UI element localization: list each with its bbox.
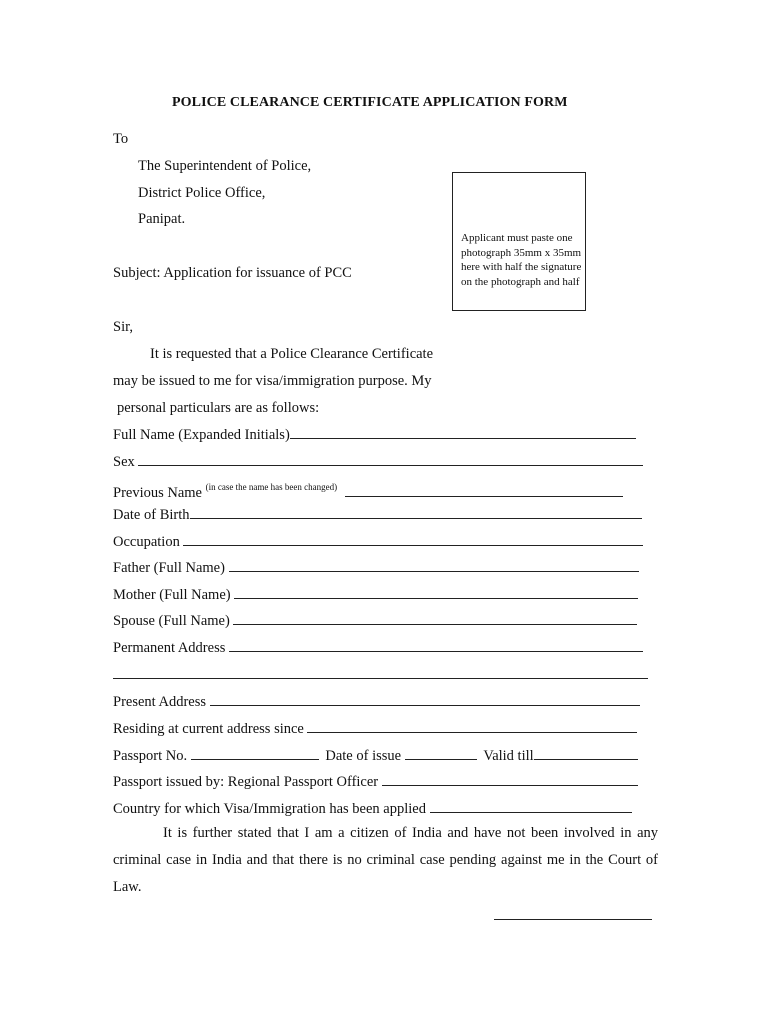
field-label: Occupation <box>113 534 180 550</box>
father-blank[interactable] <box>229 558 639 572</box>
field-previous-name <box>113 478 623 502</box>
field-present-address <box>113 692 640 711</box>
photo-instruction: Applicant must paste one photograph 35mm x 35mm here with half the signature on the photograph and half <box>461 232 582 288</box>
spouse-blank[interactable] <box>233 611 637 625</box>
field-label: Father (Full Name) <box>113 560 225 576</box>
passport-issued-by-blank[interactable] <box>382 772 638 786</box>
field-residing-since <box>113 719 637 738</box>
address-line-3: Panipat. <box>138 211 186 227</box>
country-blank[interactable] <box>430 799 632 813</box>
field-father <box>113 558 639 577</box>
full-name-blank[interactable] <box>290 425 636 439</box>
subject-line: Subject: Application for issuance of PCC <box>113 265 352 281</box>
permanent-address-blank[interactable] <box>229 638 643 652</box>
permanent-address-line-2 <box>113 665 648 684</box>
signature-line[interactable] <box>494 918 652 920</box>
field-label: Permanent Address <box>113 640 226 656</box>
field-occupation <box>113 532 643 551</box>
field-label: Spouse (Full Name) <box>113 613 230 629</box>
field-mother <box>113 585 638 604</box>
valid-till-blank[interactable] <box>534 746 638 760</box>
permanent-address-blank-2[interactable] <box>113 665 648 679</box>
field-permanent-address <box>113 638 643 657</box>
intro-line-2: may be issued to me for visa/immigration purpose. My <box>113 373 432 389</box>
field-dob <box>113 505 642 524</box>
dob-blank[interactable] <box>190 505 642 519</box>
field-label: Present Address <box>113 694 207 710</box>
intro-line-3: personal particulars are as follows: <box>117 400 320 416</box>
field-label: Mother (Full Name) <box>113 587 231 603</box>
field-label: Full Name (Expanded Initials) <box>113 427 290 443</box>
field-label: Valid till <box>483 748 534 764</box>
field-label: Date of Birth <box>113 507 190 523</box>
passport-no-blank[interactable] <box>191 746 319 760</box>
date-of-issue-blank[interactable] <box>405 746 477 760</box>
field-country <box>113 799 632 818</box>
field-spouse <box>113 611 637 630</box>
field-label: Passport No. <box>113 748 188 764</box>
field-label: Previous Name <box>113 485 202 501</box>
address-line-2: District Police Office, <box>138 185 266 201</box>
mother-blank[interactable] <box>234 585 638 599</box>
previous-name-blank[interactable] <box>345 483 623 497</box>
address-line-1: The Superintendent of Police, <box>138 158 312 174</box>
field-label: Date of issue <box>325 748 402 764</box>
salutation: Sir, <box>113 319 133 335</box>
form-title: POLICE CLEARANCE CERTIFICATE APPLICATION FORM <box>172 95 568 110</box>
field-full-name <box>113 425 636 444</box>
residing-since-blank[interactable] <box>307 719 637 733</box>
field-label: Sex <box>113 454 135 470</box>
address-to: To <box>113 131 129 147</box>
previous-name-note: (in case the name has been changed) <box>205 482 338 492</box>
field-sex <box>113 452 643 471</box>
field-passport-issued-by <box>113 772 638 791</box>
declaration-paragraph: It is further stated that I am a citizen of India and have not been involved in any criminal case in India and that there is no criminal case pending against me in the Court of Law. <box>113 825 658 895</box>
occupation-blank[interactable] <box>183 532 643 546</box>
intro-line-1: It is requested that a Police Clearance Certificate <box>150 346 434 362</box>
field-label: Residing at current address since <box>113 721 304 737</box>
present-address-blank[interactable] <box>210 692 640 706</box>
sex-blank[interactable] <box>138 452 643 466</box>
field-label: Country for which Visa/Immigration has been applied <box>113 801 426 817</box>
photo-box <box>452 172 586 311</box>
field-label: Passport issued by: Regional Passport Officer <box>113 774 379 790</box>
field-passport <box>113 746 638 765</box>
